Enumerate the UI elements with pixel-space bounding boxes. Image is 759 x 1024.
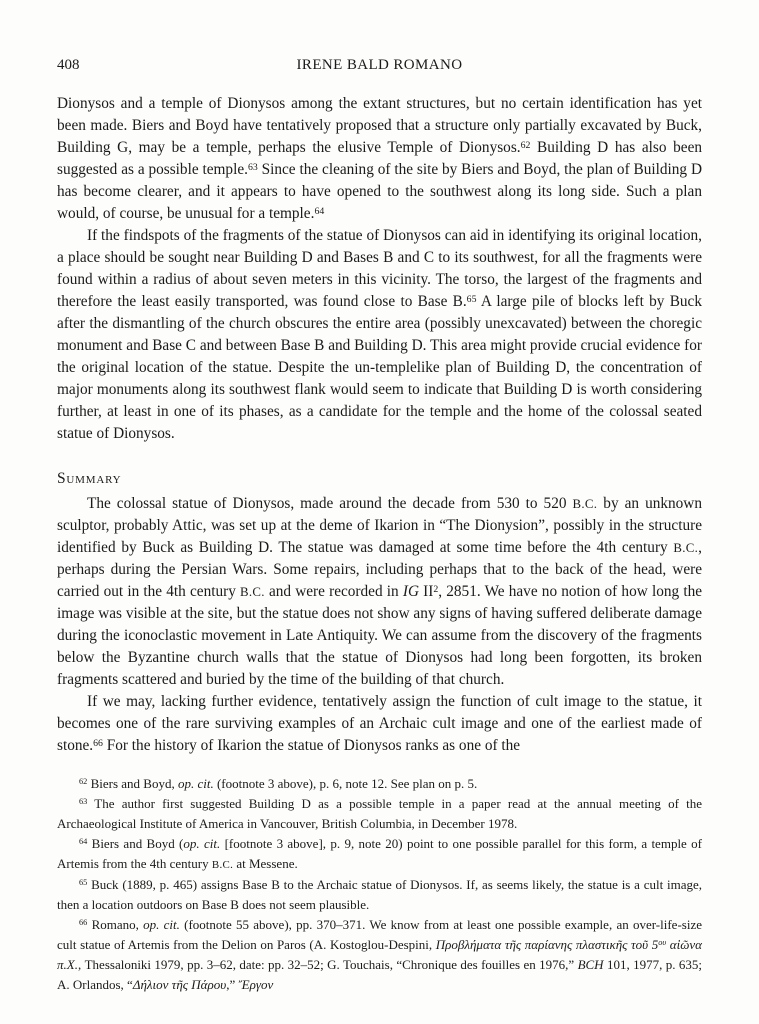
body-paragraph-1: Dionysos and a temple of Dionysos among the extant structures, but no certain identification has yet been made. Biers and Boyd have tentatively proposed that a structure only partially excavated by Buck, Building G, may be a temple, perhaps the elusive Temple of Dionysos.$^{62}$ Building D has also been suggested as a possible temple.$^{63}$ Since the cleaning of the site by Biers and Boyd, the plan of Building D has become clearer, and it appears to have opened to the southwest along its long side. Such a plan would, of course, be unusual for a temple.$^{64}$ — [57, 95, 703, 222]
page-header — [57, 57, 702, 76]
body-paragraph-3: The colossal statue of Dionysos, made around the decade from 530 to 520 B.C. by an unknown sculptor, probably Attic, was set up at the deme of Ikarion in “The Dionysion”, possibly in the structure identified by Buck as Building D. The statue was damaged at some time before the 4th century B.C., perhaps during the Persian Wars. Some repairs, including perhaps that to the back of the head, were carried out in the 4th century B.C. and were recorded in IG $II^2$, 2851. We have no notion of how long the image was visible at the site, but the statue does not show any signs of having suffered deliberate damage during the iconoclastic movement in Late Antiquity. We can assume from the discovery of the fragments below the Byzantine church walls that the statue of Dionysos had long been forgotten, its broken fragments scattered and buried by the time of the building of that church. — [57, 495, 703, 688]
body-paragraph-4: If we may, lacking further evidence, tentatively assign the function of cult image to the statue, it becomes one of the rare surviving examples of an Archaic cult image and one of the earliest made of stone.$^{66}$ For the history of Ikarion the statue of Dionysos ranks as one of the — [57, 693, 702, 754]
article-body — [57, 93, 702, 757]
footnote-64: $^{64}$ Biers and Boyd (op. cit. [footnote 3 above], p. 9, note 20) point to one possible parallel for this form, a temple of Artemis from the 4th century B.C. at Messene. — [57, 836, 702, 871]
body-paragraph-2: If the findspots of the fragments of the statue of Dionysos can aid in identifying its original location, a place should be sought near Building D and Bases B and C to its southwest, for all the fragments were found within a radius of about seven meters in this vicinity. The torso, the largest of the fragments and therefore the least easily transported, was found close to Base B.$^{65}$ A large pile of blocks left by Buck after the dismantling of the church obscures the entire area (possibly unexcavated) between the choregic monument and Base C and between Base B and Building D. This area might provide crucial evidence for the original location of the statue. Despite the un-templelike plan of Building D, the concentration of major monuments along its southwest flank would seem to indicate that Building D is worth considering further, at least in one of its phases, as a candidate for the temple and the home of the colossal seated statue of Dionysos. — [57, 227, 702, 442]
footnote-65: $^{65}$ Buck (1889, p. 465) assigns Base B to the Archaic statue of Dionysos. If, as seems likely, the statue is a cult image, then a location outdoors on Base B does not seem plausible. — [57, 877, 702, 912]
summary-heading: Summary — [57, 470, 122, 487]
running-head-author: IRENE BALD ROMANO — [296, 57, 463, 73]
page-number: 408 — [57, 57, 80, 73]
footnote-66: $^{66}$ Romano, op. cit. (footnote 55 above), pp. 370–371. We know from at least one possible example, an over-life-size cult statue of Artemis from the Delion on Paros (A. Kostoglou-Despini, Προβλήματα τῆς παρίανης πλαστικῆς τοῦ $5^{o\upsilon}$ αἰῶνα π.Χ., Thessaloniki 1979, pp. 3–62, date: pp. 32–52; G. Touchais, “Chronique des fouilles en 1976,” BCH 101, 1977, p. 635; A. Orlandos, “Δήλιον τῆς Πάρου,” Ἔργον — [57, 917, 703, 992]
footnote-62: $^{62}$ Biers and Boyd, op. cit. (footnote 3 above), p. 6, note 12. See plan on p. 5. — [79, 776, 478, 791]
footnotes-section — [57, 774, 702, 995]
footnote-63: $^{63}$ The author first suggested Building D as a possible temple in a paper read at the annual meeting of the Archaeological Institute of America in Vancouver, British Columbia, in December 1978. — [57, 796, 702, 831]
